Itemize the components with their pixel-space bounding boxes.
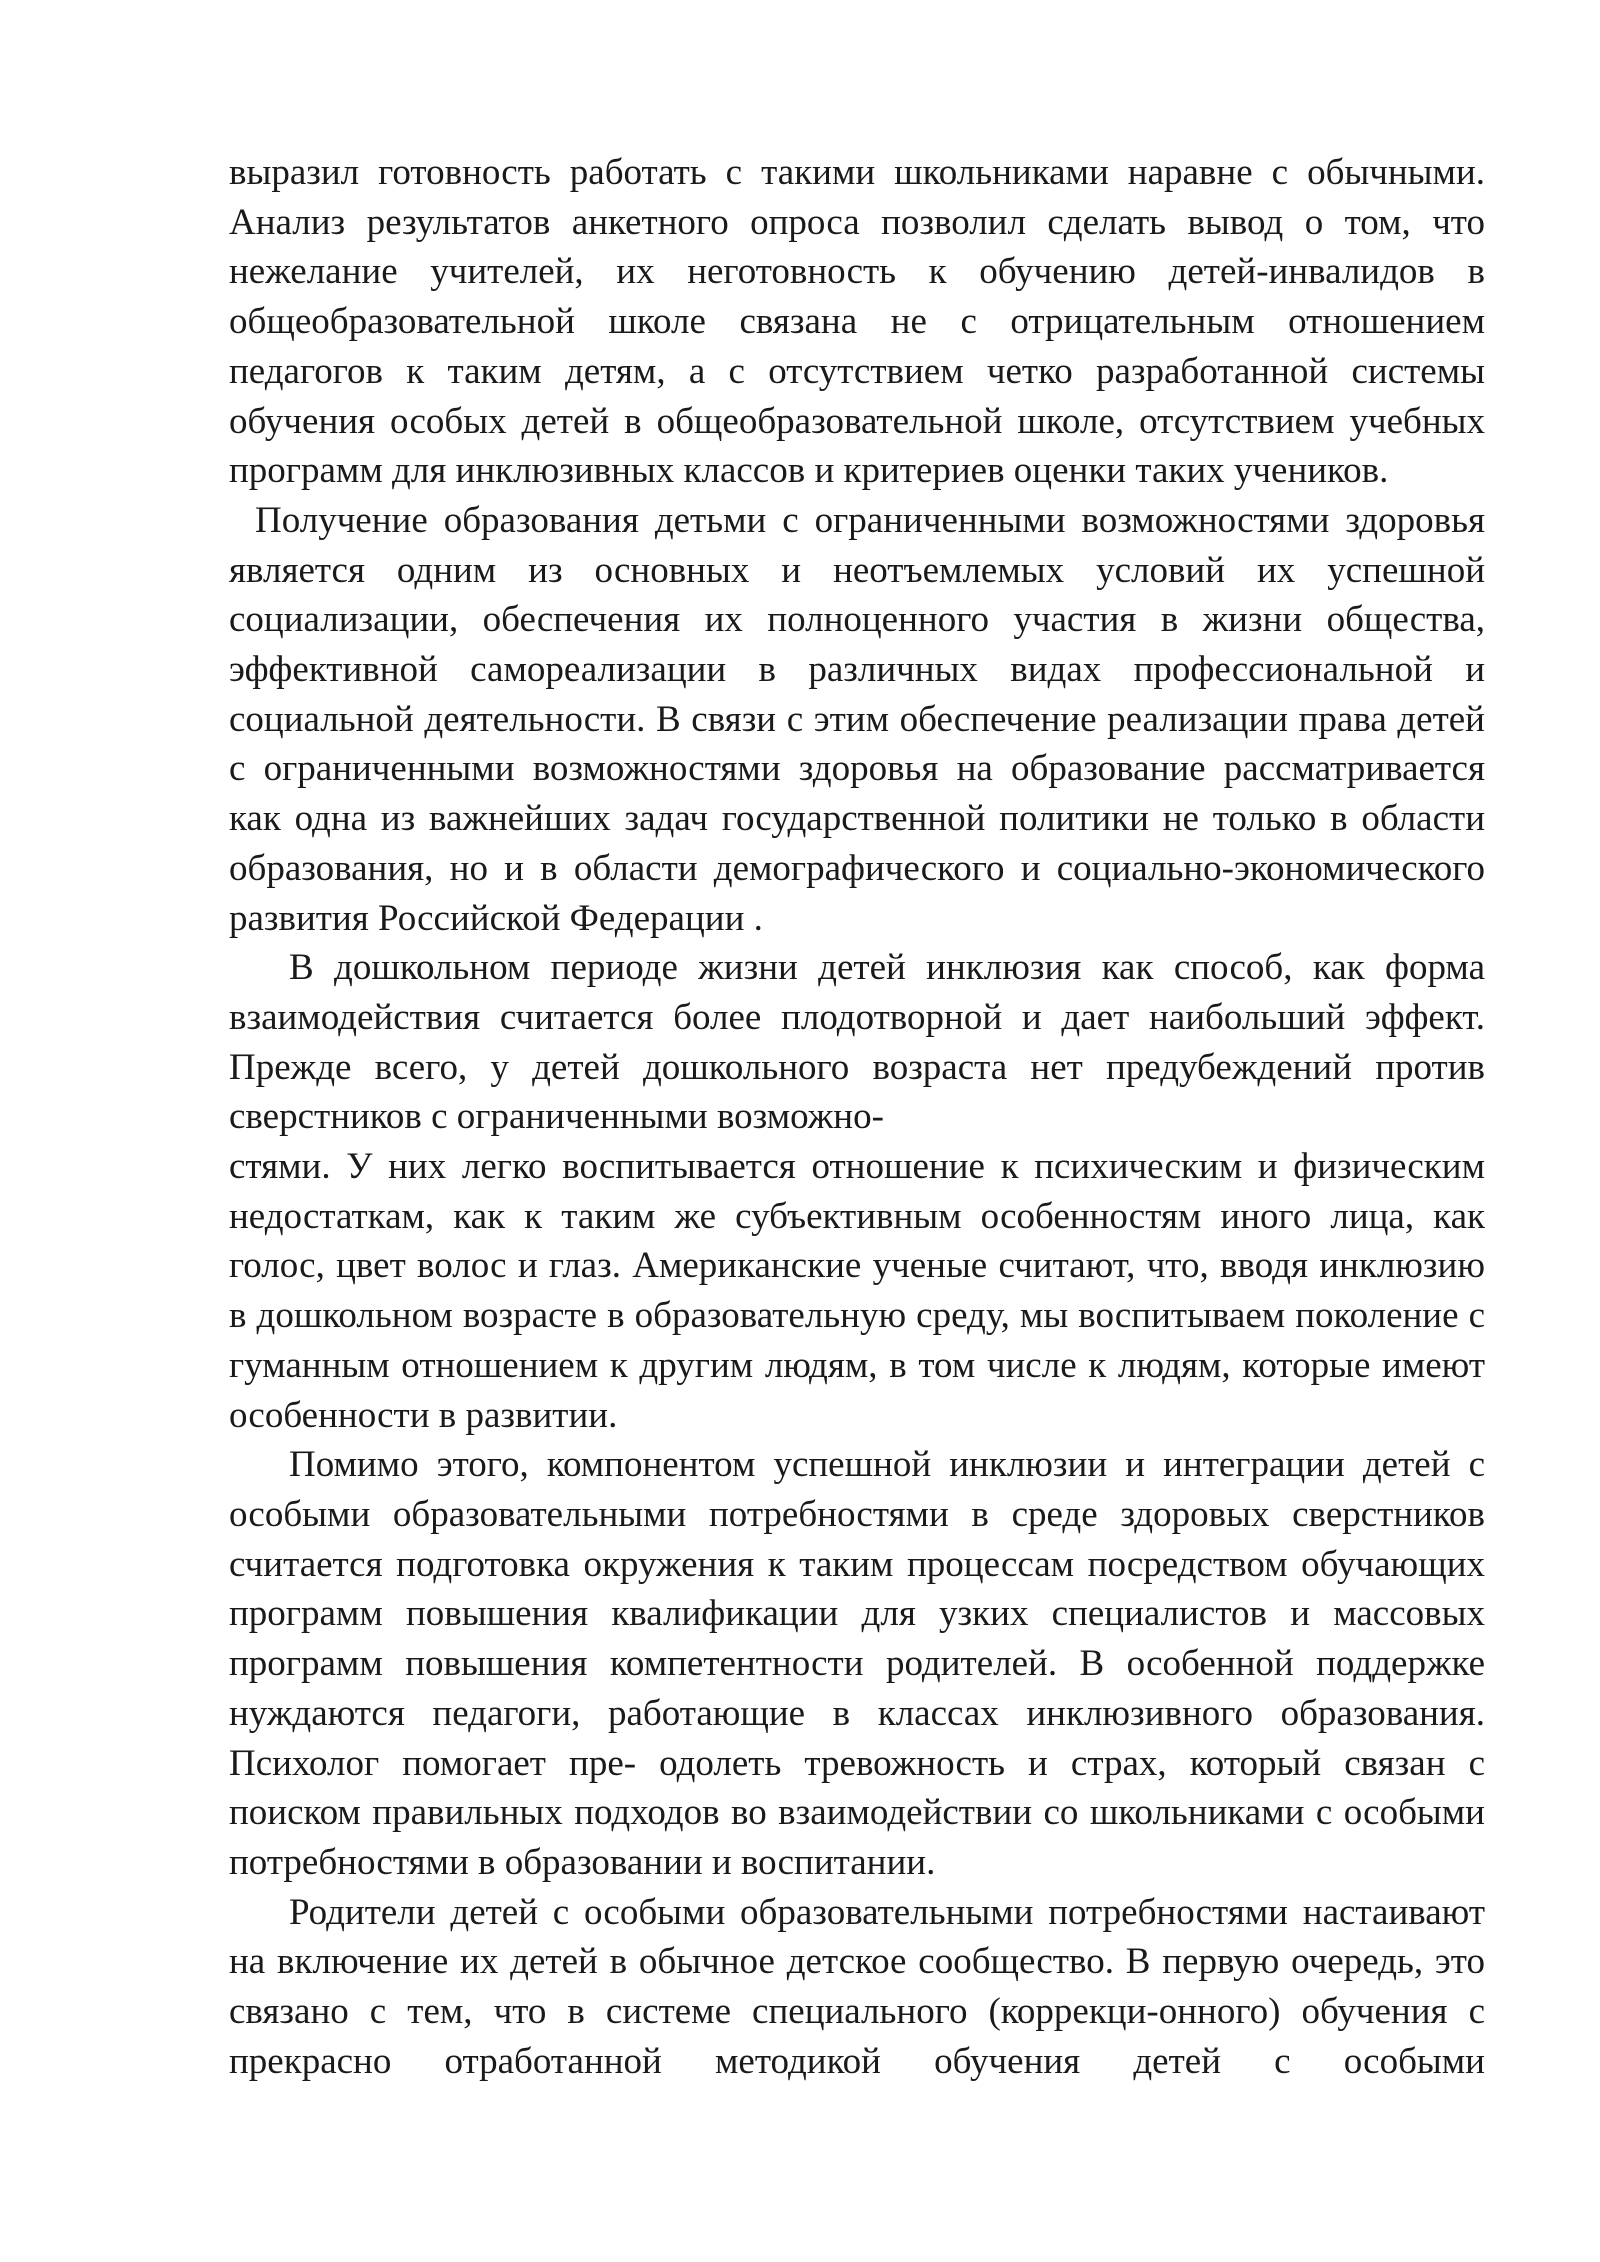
paragraph-5: Помимо этого, компонентом успешной инклюзии и интеграции детей с особыми образовательными потребностями в среде здоровых сверстников считается подготовка окружения к таким процессам посредством обучающих программ повышения квалификации для узких специалистов и массовых программ повышения компетентности родителей. В особенной поддержке нуждаются педагоги, работающие в классах инклюзивного образования. Психолог помогает пре- одолеть тревожность и страх, который связан с поиском правильных подходов во взаимодействии со школьниками с особыми потребностями в образовании и воспитании. [229,1444,1485,1883]
paragraph-2: Получение образования детьми с ограниченными возможностями здоровья является одним из основных и неотъемлемых условий их успешной социализации, обеспечения их полноценного участия в жизни общества, эффективной самореализации в различных видах профессиональной и социальной деятельности. В связи с этим обеспечение реализации права детей с ограниченными возможностями здоровья на образование рассматривается как одна из важнейших задач государственной политики не только в области образования, но и в области демографического и социально-экономического развития Российской Федерации . [229,499,1485,939]
paragraph-1: выразил готовность работать с такими школьниками наравне с обычными. Анализ результатов анкетного опроса позволил сделать вывод о том, что нежелание учителей, их неготовность к обучению детей-инвалидов в общеобразовательной школе связана не с отрицательным отношением педагогов к таким детям, а с отсутствием четко разработанной системы обучения особых детей в общеобразовательной школе, отсутствием учебных программ для инклюзивных классов и критериев оценки таких учеников. [229,152,1485,492]
paragraph-3: В дошкольном периоде жизни детей инклюзия как способ, как форма взаимодействия считается более плодотворной и дает наибольший эффект. Прежде всего, у детей дошкольного возраста нет предубеждений против сверстников с ограниченными возможно- [229,947,1485,1138]
paragraph-6: Родители детей с особыми образовательными потребностями настаивают на включение их детей в обычное детское сообщество. В первую очередь, это связано с тем, что в системе специального (коррекци-онного) обучения с прекрасно отработанной методикой обучения детей с особыми [229,1891,1485,2082]
paragraph-4: стями. У них легко воспитывается отношение к психическим и физическим недостаткам, как к таким же субъективным особенностям иного лица, как голос, цвет волос и глаз. Американские ученые считают, что, вводя инклюзию в дошкольном возрасте в образовательную среду, мы воспитываем поколение с гуманным отношением к другим людям, в том числе к людям, которые имеют особенности в развитии. [229,1146,1485,1436]
document-body [229,148,1485,2086]
